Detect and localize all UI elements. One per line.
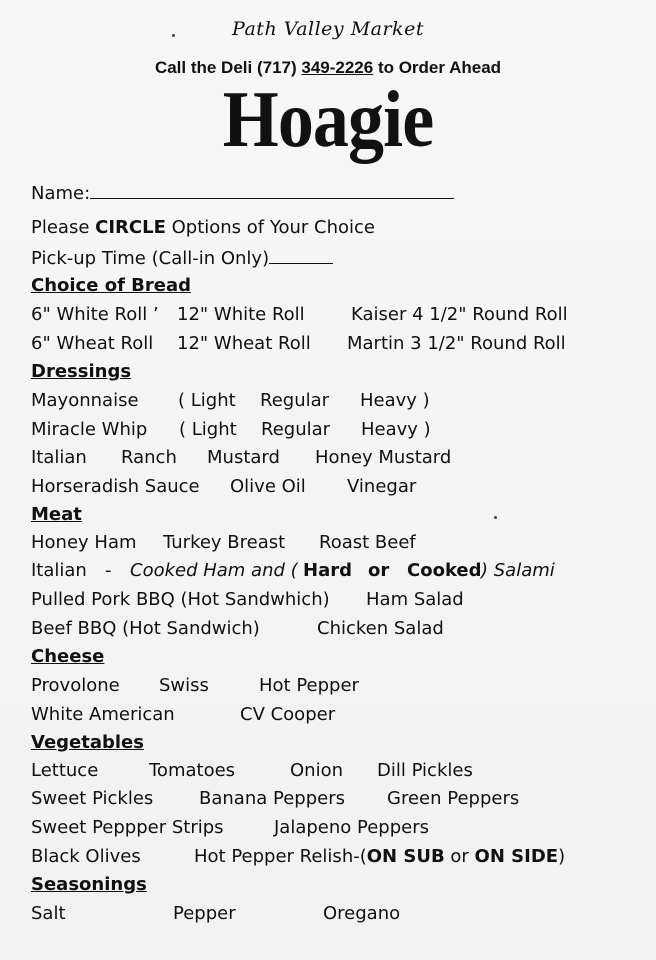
option-oregano[interactable]: Oregano [323, 903, 401, 924]
option-onion[interactable]: Onion [290, 760, 343, 781]
option-green-peppers[interactable]: Green Peppers [387, 788, 520, 809]
italian-or [368, 560, 389, 582]
option-martin[interactable]: Martin 3 1/2" Round Roll [347, 333, 566, 354]
cheese-heading: Cheese [31, 646, 105, 667]
store-name: Path Valley Market [232, 18, 424, 40]
option-hot-pepper-cheese[interactable]: Hot Pepper [259, 675, 359, 696]
cooked-ham-text: Cooked Ham and ( [130, 560, 298, 581]
dressings-heading: Dressings [31, 361, 132, 382]
italian-cooked-ham [130, 560, 298, 582]
option-mw-heavy[interactable]: Heavy ) [361, 419, 431, 440]
pickup-label: Pick-up Time (Call-in Only) [31, 248, 270, 269]
option-mw-regular[interactable]: Regular [261, 419, 331, 440]
vegetables-heading: Vegetables [31, 732, 144, 753]
option-wheat-12[interactable]: 12" Wheat Roll [177, 333, 311, 354]
option-sweet-pickles[interactable]: Sweet Pickles [31, 788, 154, 809]
circle-prefix: Please [31, 217, 96, 238]
option-roast-beef[interactable]: Roast Beef [319, 532, 416, 553]
option-pepper[interactable]: Pepper [173, 903, 236, 924]
page-title: Hoagie [222, 76, 434, 164]
option-horseradish[interactable]: Horseradish Sauce [31, 476, 200, 497]
bread-heading: Choice of Bread [31, 275, 192, 296]
relish-on-side[interactable]: ON SIDE [474, 846, 559, 867]
option-mw-light[interactable]: ( Light [179, 419, 237, 440]
option-black-olives[interactable]: Black Olives [31, 846, 141, 867]
name-field[interactable] [90, 182, 454, 199]
option-beef-bbq[interactable]: Beef BBQ (Hot Sandwich) [31, 618, 260, 639]
option-salt[interactable]: Salt [31, 903, 66, 924]
circle-instructions [31, 217, 375, 239]
hard-text: Hard [303, 560, 352, 581]
relish-suffix: ) [558, 846, 566, 867]
speck [494, 516, 497, 519]
option-dill-pickles[interactable]: Dill Pickles [377, 760, 473, 781]
option-lettuce[interactable]: Lettuce [31, 760, 99, 781]
option-olive-oil[interactable]: Olive Oil [230, 476, 306, 497]
option-cv-cooper[interactable]: CV Cooper [240, 704, 336, 725]
option-wheat-6[interactable]: 6" Wheat Roll [31, 333, 154, 354]
cooked-text: Cooked [407, 560, 482, 581]
option-vinegar[interactable]: Vinegar [347, 476, 417, 497]
relish-or: or [444, 846, 475, 867]
option-ranch[interactable]: Ranch [121, 447, 177, 468]
option-jalapeno-peppers[interactable]: Jalapeno Peppers [274, 817, 430, 838]
option-white-american[interactable]: White American [31, 704, 175, 725]
option-swiss[interactable]: Swiss [159, 675, 209, 696]
option-tomatoes[interactable]: Tomatoes [149, 760, 236, 781]
option-hard-salami[interactable] [303, 560, 352, 582]
option-provolone[interactable]: Provolone [31, 675, 120, 696]
name-row [31, 182, 454, 205]
option-banana-peppers[interactable]: Banana Peppers [199, 788, 345, 809]
option-italian-meat[interactable]: Italian [31, 560, 87, 581]
option-chicken-salad[interactable]: Chicken Salad [317, 618, 444, 639]
pickup-row [31, 247, 333, 270]
meat-heading: Meat [31, 504, 82, 525]
option-honey-ham[interactable]: Honey Ham [31, 532, 137, 553]
option-cooked-salami[interactable] [407, 560, 482, 582]
option-mayo-heavy[interactable]: Heavy ) [360, 390, 430, 411]
pickup-time-field[interactable] [269, 247, 333, 264]
option-pulled-pork[interactable]: Pulled Pork BBQ (Hot Sandwhich) [31, 589, 330, 610]
option-sweet-pepper-strips[interactable]: Sweet Peppper Strips [31, 817, 224, 838]
italian-salami [481, 560, 555, 582]
option-mayo-light[interactable]: ( Light [178, 390, 236, 411]
phone-number: 349-2226 [301, 58, 374, 77]
seasonings-heading: Seasonings [31, 874, 147, 895]
salami-text: ) Salami [481, 560, 555, 581]
option-ham-salad[interactable]: Ham Salad [366, 589, 464, 610]
option-mustard[interactable]: Mustard [207, 447, 280, 468]
option-mayonnaise[interactable]: Mayonnaise [31, 390, 139, 411]
option-honey-mustard[interactable]: Honey Mustard [315, 447, 452, 468]
option-white-12[interactable]: 12" White Roll [177, 304, 305, 325]
option-italian-dressing[interactable]: Italian [31, 447, 87, 468]
option-mayo-regular[interactable]: Regular [260, 390, 330, 411]
italian-dash: - [105, 560, 112, 581]
option-turkey-breast[interactable]: Turkey Breast [163, 532, 286, 553]
option-kaiser[interactable]: Kaiser 4 1/2" Round Roll [351, 304, 568, 325]
call-suffix: to Order Ahead [373, 58, 502, 77]
option-white-6[interactable]: 6" White Roll ’ [31, 304, 159, 325]
circle-suffix: Options of Your Choice [165, 217, 375, 238]
or-text: or [368, 560, 390, 581]
option-miracle-whip[interactable]: Miracle Whip [31, 419, 148, 440]
call-prefix: Call the Deli (717) [154, 58, 302, 77]
option-hot-pepper-relish[interactable] [194, 846, 565, 868]
name-label: Name: [31, 183, 91, 204]
relish-prefix: Hot Pepper Relish-( [194, 846, 367, 867]
relish-on-sub[interactable]: ON SUB [366, 846, 445, 867]
circle-emphasis: CIRCLE [95, 217, 166, 238]
